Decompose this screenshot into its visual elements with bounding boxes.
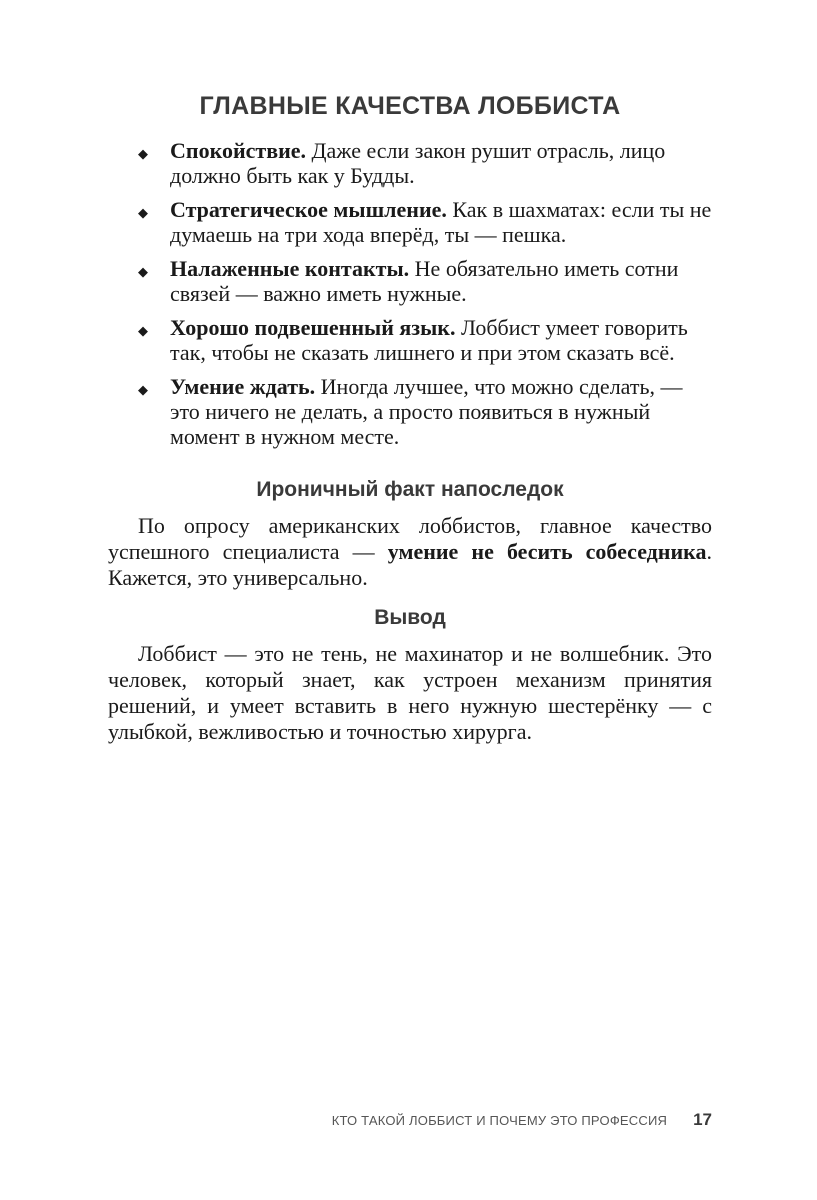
diamond-bullet-icon: ◆	[138, 205, 148, 220]
quality-text: Иногда лучшее, что можно сделать, — это ничего не делать, а просто появиться в нужный момент в нужном месте.	[170, 374, 683, 449]
fact-paragraph	[108, 513, 712, 591]
fact-highlight: умение не бесить собеседника	[387, 539, 707, 564]
qualities-list	[108, 138, 712, 458]
diamond-bullet-icon: ◆	[138, 382, 148, 397]
quality-term: Умение ждать.	[170, 374, 316, 399]
list-item	[108, 315, 712, 365]
fact-text-end: . Кажется, это универсально.	[108, 539, 713, 590]
list-item	[108, 197, 712, 247]
conclusion-paragraph: Лоббист — это не тень, не махинатор и не волшебник. Это человек, который знает, как устроен механизм принятия решений, и умеет вставить в него нужную шестерёнку — с улыбкой, вежливостью и точностью хирурга.	[108, 641, 712, 744]
quality-term: Стратегическое мышление.	[170, 197, 447, 222]
list-item	[108, 374, 712, 449]
quality-term: Налаженные контакты.	[170, 256, 410, 281]
conclusion-heading: Вывод	[374, 606, 446, 629]
quality-text: Как в шахматах: если ты не думаешь на три хода вперёд, ты — пешка.	[170, 197, 712, 247]
fact-text-start: По опросу американских лоббистов, главное качество успешного специалиста —	[108, 513, 712, 564]
quality-text: Лоббист умеет говорить так, чтобы не сказать лишнего и при этом сказать всё.	[170, 315, 688, 365]
quality-text: Не обязательно иметь сотни связей — важно иметь нужные.	[170, 256, 679, 306]
quality-term: Хорошо подвешенный язык.	[170, 315, 456, 340]
fact-heading: Ироничный факт напоследок	[256, 478, 564, 501]
book-page	[108, 0, 712, 1200]
list-item	[108, 256, 712, 306]
page-number: 17	[693, 1110, 712, 1129]
diamond-bullet-icon: ◆	[138, 323, 148, 338]
quality-term: Спокойствие.	[170, 138, 307, 163]
quality-text: Даже если закон рушит отрасль, лицо должно быть как у Будды.	[170, 138, 666, 188]
list-item	[108, 138, 712, 188]
page-footer	[332, 1110, 712, 1130]
running-head: КТО ТАКОЙ ЛОББИСТ И ПОЧЕМУ ЭТО ПРОФЕССИЯ	[331, 1113, 668, 1128]
section-title: ГЛАВНЫЕ КАЧЕСТВА ЛОББИСТА	[199, 92, 621, 120]
diamond-bullet-icon: ◆	[138, 146, 148, 161]
diamond-bullet-icon: ◆	[138, 264, 148, 279]
